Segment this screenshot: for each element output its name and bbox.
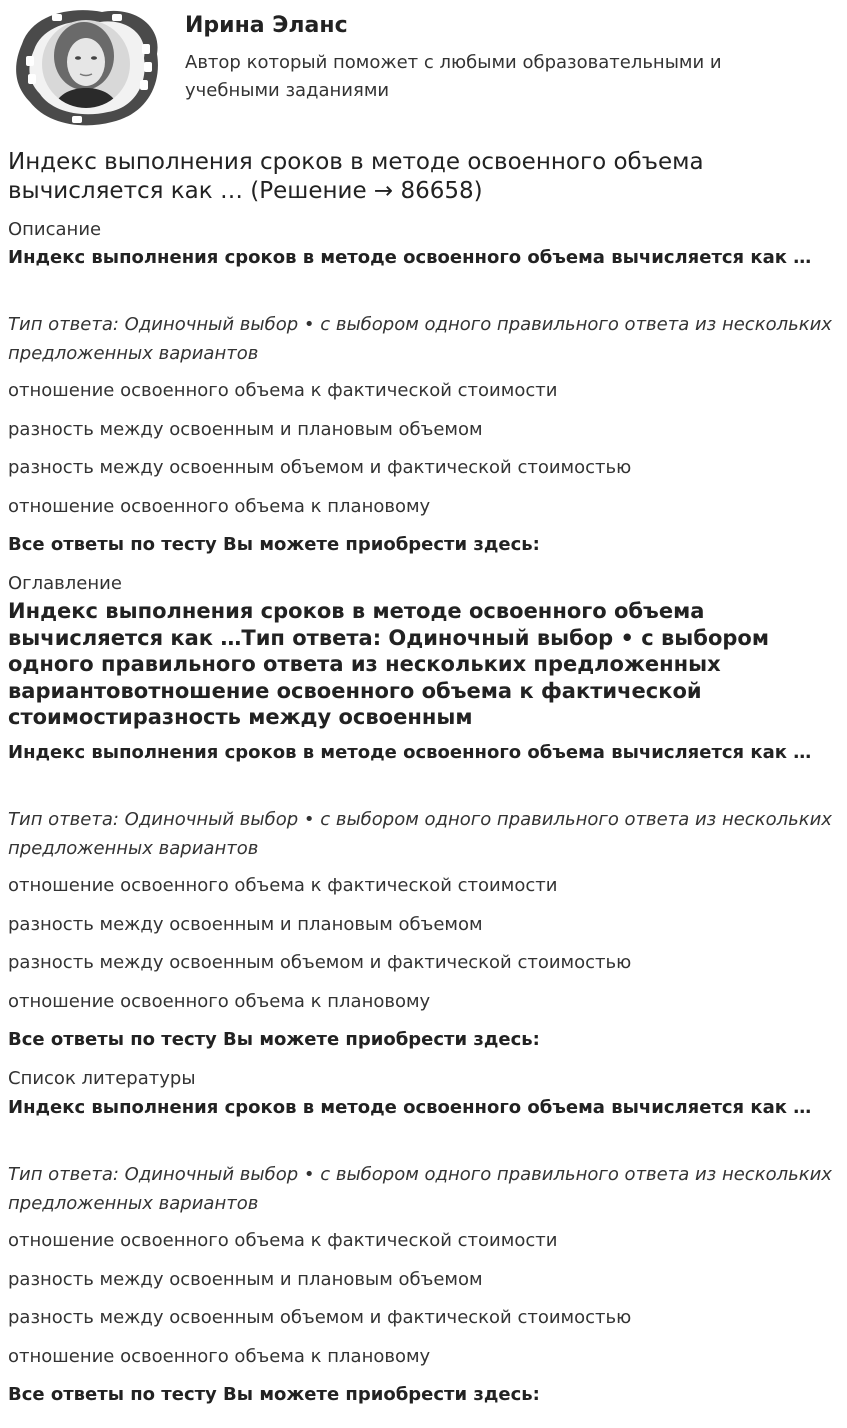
question-text: Индекс выполнения сроков в методе освоенного объема вычисляется как … (8, 742, 812, 763)
author-name: Ирина Эланс (185, 13, 348, 38)
answer-option: разность между освоенным объемом и фактической стоимостью (8, 1307, 632, 1328)
section-description-label: Описание (8, 219, 102, 240)
all-answers-text: Все ответы по тесту Вы можете приобрести здесь: (8, 534, 540, 555)
answer-option: разность между освоенным и плановым объемом (8, 419, 483, 440)
answer-type: Тип ответа: Одиночный выбор • с выбором одного правильного ответа из нескольких предложенных вариантов (8, 314, 832, 364)
page-title: Индекс выполнения сроков в методе освоенного объема вычисляется как … (Решение → 86658) (8, 149, 704, 204)
answer-option: отношение освоенного объема к плановому (8, 496, 431, 517)
all-answers-text: Все ответы по тесту Вы можете приобрести здесь: (8, 1384, 540, 1405)
author-description: Автор который поможет с любыми образовательными и учебными заданиями (185, 52, 722, 101)
answer-type: Тип ответа: Одиночный выбор • с выбором одного правильного ответа из нескольких предложенных вариантов (8, 809, 832, 859)
author-avatar (12, 4, 162, 128)
answer-option: отношение освоенного объема к фактической стоимости (8, 1230, 558, 1251)
answer-option: разность между освоенным и плановым объемом (8, 1269, 483, 1290)
answer-option: отношение освоенного объема к плановому (8, 991, 431, 1012)
section-literature-label: Список литературы (8, 1068, 196, 1089)
answer-type: Тип ответа: Одиночный выбор • с выбором одного правильного ответа из нескольких предложенных вариантов (8, 1164, 832, 1214)
question-text: Индекс выполнения сроков в методе освоенного объема вычисляется как … (8, 1097, 812, 1118)
answer-option: отношение освоенного объема к фактической стоимости (8, 380, 558, 401)
answer-option: разность между освоенным объемом и фактической стоимостью (8, 457, 632, 478)
toc-text: Индекс выполнения сроков в методе освоенного объема вычисляется как …Тип ответа: Одиночный выбор • с выбором одного правильного ответа из нескольких предложенных вариантовотношение освоенного объема к фактической стоимостиразность между освоенным (8, 599, 770, 729)
answer-option: разность между освоенным объемом и фактической стоимостью (8, 952, 632, 973)
section-toc-label: Оглавление (8, 573, 122, 594)
answer-option: разность между освоенным и плановым объемом (8, 914, 483, 935)
author-block (8, 0, 839, 140)
answer-option: отношение освоенного объема к плановому (8, 1346, 431, 1367)
question-text: Индекс выполнения сроков в методе освоенного объема вычисляется как … (8, 247, 812, 268)
all-answers-text: Все ответы по тесту Вы можете приобрести здесь: (8, 1029, 540, 1050)
answer-option: отношение освоенного объема к фактической стоимости (8, 875, 558, 896)
